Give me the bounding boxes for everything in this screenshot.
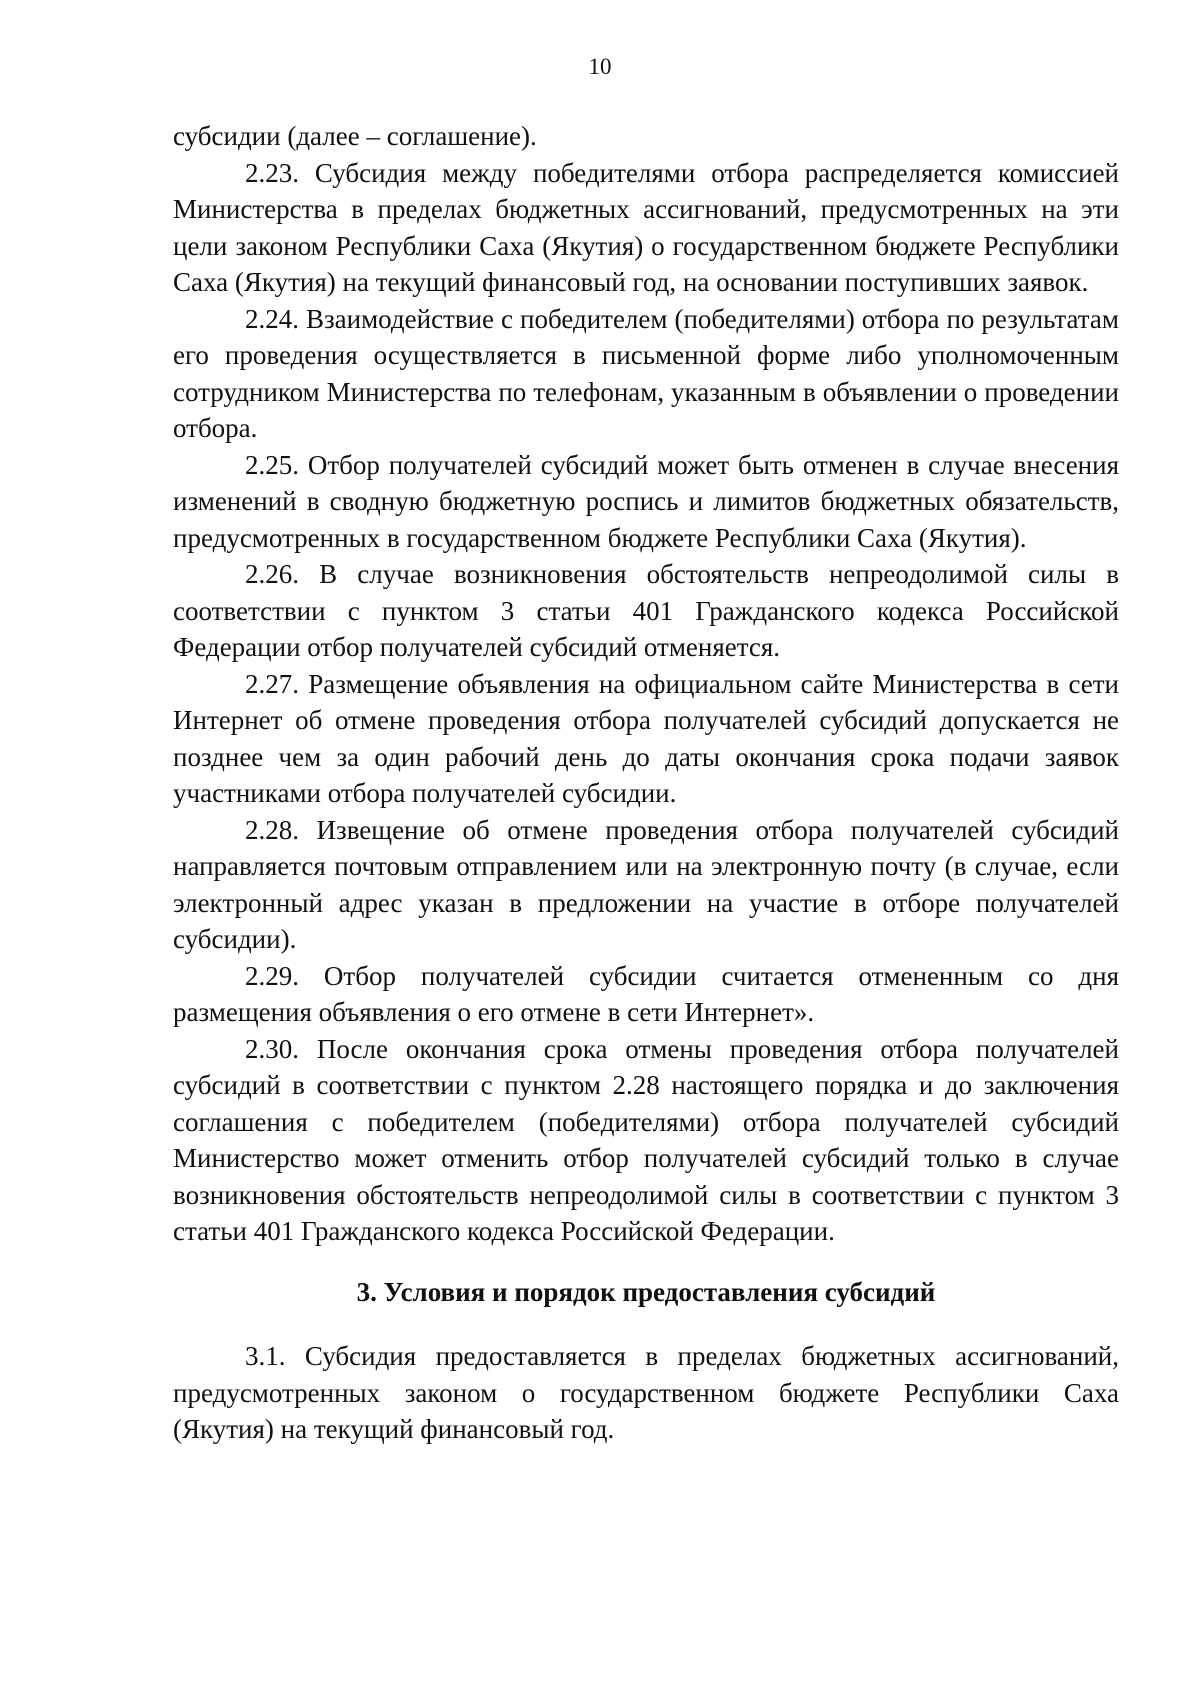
paragraph-2-26: 2.26. В случае возникновения обстоятельств непреодолимой силы в соответствии с пунктом 3 статьи 401 Гражданского кодекса Российской Федерации отбор получателей субсидий отменяется. xyxy=(173,559,1119,662)
section-heading: 3. Условия и порядок предоставления субсидий xyxy=(356,1276,936,1307)
document-body xyxy=(173,118,1119,1448)
page-number: 10 xyxy=(588,54,612,79)
paragraph-continuation: субсидии (далее – соглашение). xyxy=(173,121,537,151)
paragraph-2-29: 2.29. Отбор получателей субсидии считается отмененным со дня размещения объявления о его отмене в сети Интернет». xyxy=(173,960,1119,1027)
paragraph-2-27: 2.27. Размещение объявления на официальном сайте Министерства в сети Интернет об отмене проведения отбора получателей субсидий допускается не позднее чем за один рабочий день до даты окончания срока подачи заявок участниками отбора получателей субсидии. xyxy=(173,668,1119,808)
paragraph-2-25: 2.25. Отбор получателей субсидий может быть отменен в случае внесения изменений в сводную бюджетную роспись и лимитов бюджетных обязательств, предусмотренных в государственном бюджете Республики Саха (Якутия). xyxy=(173,449,1119,553)
paragraph-2-24: 2.24. Взаимодействие с победителем (победителями) отбора по результатам его проведения осуществляется в письменной форме либо уполномоченным сотрудником Министерства по телефонам, указанным в объявлении о проведении отбора. xyxy=(173,303,1119,443)
paragraph-2-28: 2.28. Извещение об отмене проведения отбора получателей субсидий направляется почтовым отправлением или на электронную почту (в случае, если электронный адрес указан в предложении на участие в отборе получателей субсидии). xyxy=(173,814,1119,954)
paragraph-2-30: 2.30. После окончания срока отмены проведения отбора получателей субсидий в соответствии с пунктом 2.28 настоящего порядка и до заключения соглашения с победителем (победителями) отбора получателей субсидий Министерство может отменить отбор получателей субсидий только в случае возникновения обстоятельств непреодолимой силы в соответствии с пунктом 3 статьи 401 Гражданского кодекса Российской Федерации. xyxy=(173,1033,1119,1246)
paragraph-3-1: 3.1. Субсидия предоставляется в пределах бюджетных ассигнований, предусмотренных законом о государственном бюджете Республики Саха (Якутия) на текущий финансовый год. xyxy=(173,1341,1119,1444)
paragraph-2-23: 2.23. Субсидия между победителями отбора распределяется комиссией Министерства в пределах бюджетных ассигнований, предусмотренных на эти цели законом Республики Саха (Якутия) о государственном бюджете Республики Саха (Якутия) на текущий финансовый год, на основании поступивших заявок. xyxy=(173,157,1119,297)
